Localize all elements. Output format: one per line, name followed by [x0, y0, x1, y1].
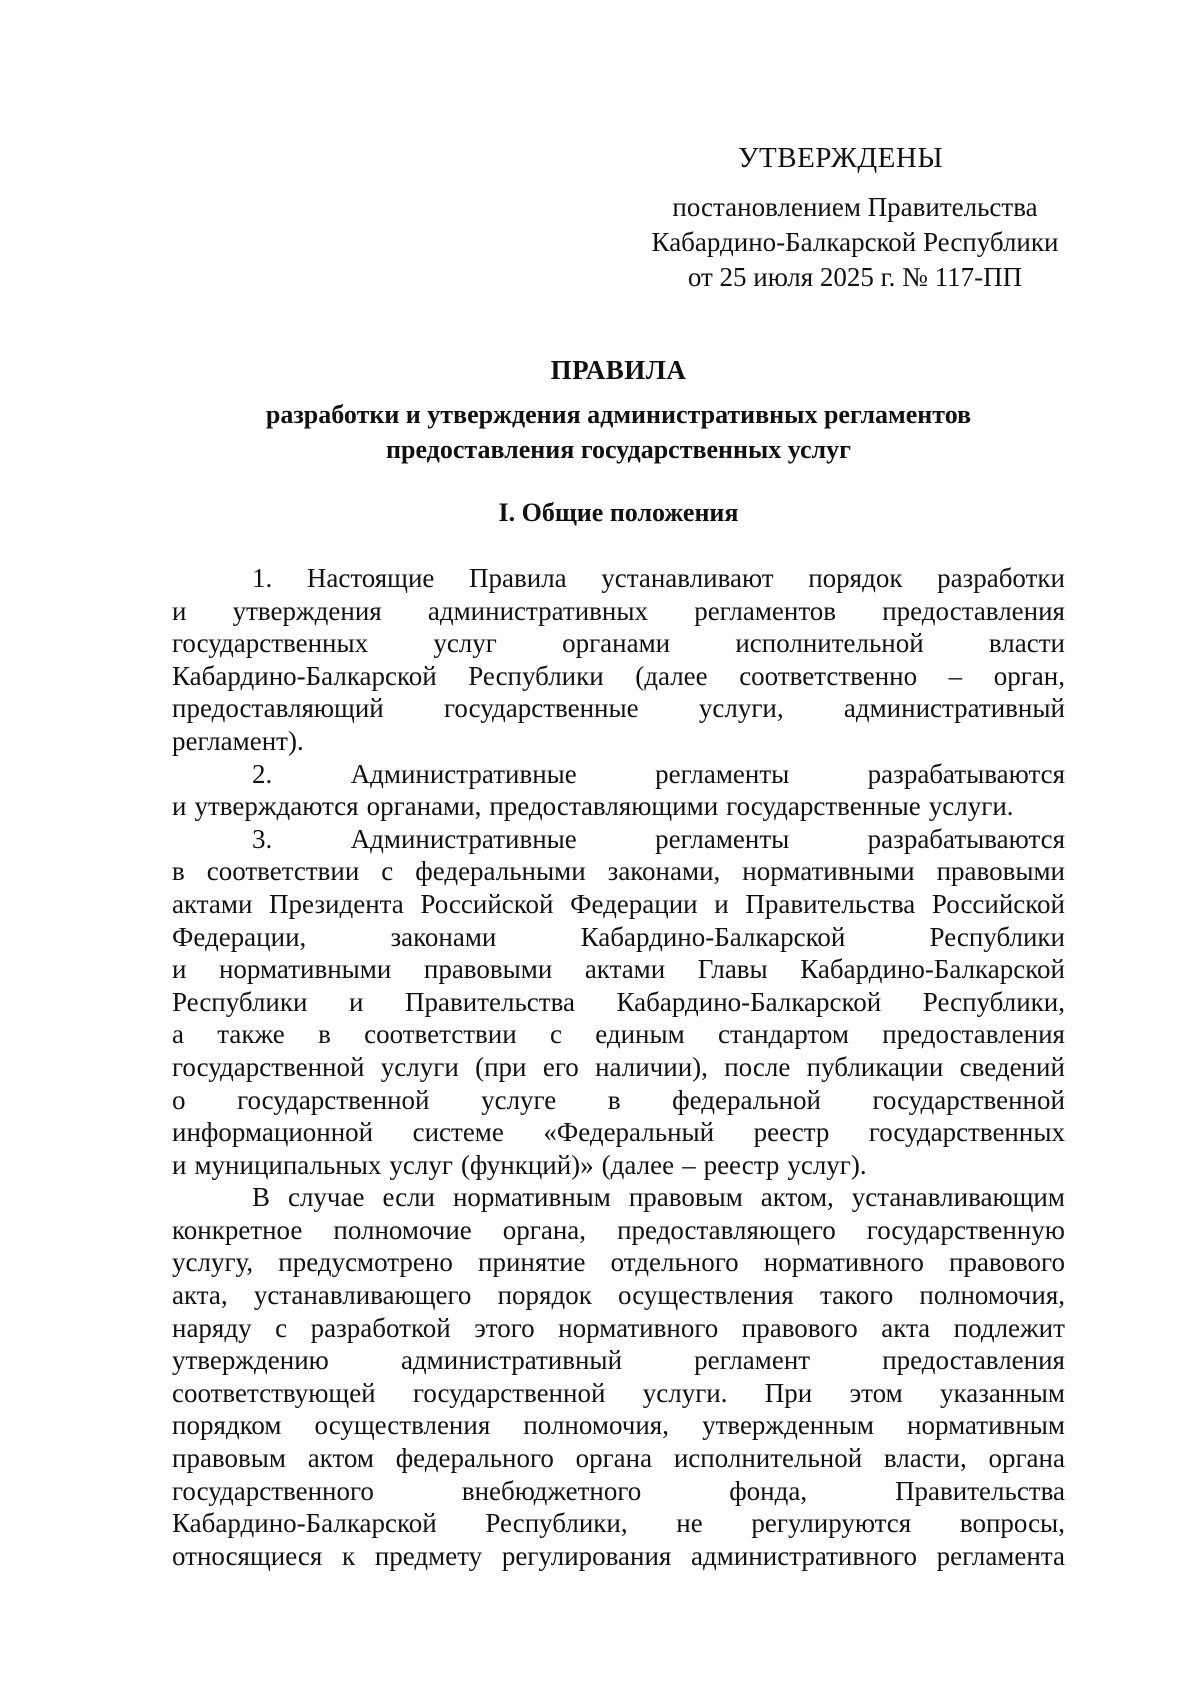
body-line [172, 986, 1065, 1019]
body-line [172, 1116, 1065, 1149]
body-word: регулирования [501, 1540, 672, 1571]
body-line [172, 1442, 1065, 1475]
body-line [172, 921, 1065, 954]
body-word: наряду [172, 1312, 252, 1343]
body-word: власти, [883, 1443, 967, 1474]
body-word: в [607, 1084, 621, 1115]
body-word: соответственно [739, 660, 918, 691]
body-line [172, 1377, 1065, 1410]
body-word: соответствии [206, 856, 360, 887]
body-word: разрабатываются [867, 758, 1065, 789]
body-word: соответствующей [172, 1377, 376, 1408]
body-word: Административные [350, 823, 577, 854]
body-word: Республики [468, 660, 604, 691]
body-word: случае [287, 1182, 365, 1213]
body-word: о [172, 1084, 186, 1115]
body-word: к [341, 1540, 356, 1571]
body-word: (далее [635, 660, 708, 691]
body-word: 3. [252, 823, 273, 854]
body-word: правовым [172, 1443, 286, 1474]
body-line [172, 1475, 1065, 1508]
body-word: орган, [993, 660, 1065, 691]
body-word: законами [390, 921, 497, 952]
body-word: и [172, 595, 187, 626]
body-line [172, 1246, 1065, 1279]
body-word: актом [307, 1443, 374, 1474]
body-line [172, 1279, 1065, 1312]
body-line [172, 562, 1065, 595]
body-word: если [382, 1182, 436, 1213]
body-word: регламент). [172, 725, 304, 756]
body-line [172, 627, 1065, 660]
body-word: Республики, [922, 986, 1065, 1017]
body-word: актами [172, 888, 253, 919]
body-word: полномочия, [919, 1280, 1065, 1311]
body-word: нормативного [763, 1247, 924, 1278]
body-word: При [764, 1377, 813, 1408]
body-word: регламент [694, 1345, 811, 1376]
body-word: государственной [872, 1084, 1065, 1115]
body-word: в [172, 856, 185, 887]
body-word: наличии), [595, 1051, 708, 1082]
body-word: услуги [380, 1051, 459, 1082]
body-word: не [676, 1508, 703, 1539]
body-word: фонда, [729, 1475, 808, 1506]
body-word: единым [595, 1019, 685, 1050]
body-word: этом [849, 1377, 903, 1408]
document-subtitle [172, 397, 1065, 467]
body-word: – [682, 1149, 696, 1180]
body-word: актом, [760, 1182, 834, 1213]
subtitle-line: разработки и утверждения административных регламентов [265, 400, 972, 429]
body-word: регламента [936, 1540, 1065, 1571]
body-word: также [217, 1019, 285, 1050]
body-word: предоставляющими [489, 791, 719, 822]
body-line [172, 790, 1065, 823]
body-word: нормативным [452, 1182, 611, 1213]
body-word: государственные [444, 693, 639, 724]
body-word: исполнительной [673, 1443, 863, 1474]
body-word: конкретное [172, 1214, 303, 1245]
body-word: Правительства [405, 986, 575, 1017]
body-word: после [724, 1051, 791, 1082]
body-line [172, 855, 1065, 888]
body-word: государственной [172, 1051, 365, 1082]
body-word: Кабардино-Балкарской [172, 1508, 437, 1539]
body-word: государственные [726, 791, 921, 822]
subtitle-line: предоставления государственных услуг [386, 435, 851, 464]
body-word: федеральной [672, 1084, 821, 1115]
body-line [172, 1507, 1065, 1540]
body-word: федеральными [415, 856, 586, 887]
body-word: 1. [252, 563, 273, 593]
body-word: органа [575, 1443, 653, 1474]
body-word: информационной [172, 1117, 374, 1148]
body-line [172, 1214, 1065, 1247]
body-line [172, 660, 1065, 693]
body-word: административного [691, 1540, 917, 1571]
body-word: государственную [866, 1214, 1065, 1245]
body-word: (далее [601, 1149, 675, 1180]
body-word: стандартом [717, 1019, 849, 1050]
body-line [172, 1409, 1065, 1442]
body-word: Правительства [895, 1475, 1065, 1506]
body-word: и [172, 791, 187, 822]
body-word: регламенты [655, 758, 790, 789]
approval-title: УТВЕРЖДЕНЫ [738, 142, 944, 174]
body-word: реестр [703, 1149, 780, 1180]
body-word: правовыми [936, 856, 1065, 887]
body-word: Кабардино-Балкарской [580, 921, 846, 952]
body-word: государственной [237, 1084, 430, 1115]
body-word: его [542, 1051, 579, 1082]
body-word: с [549, 1019, 562, 1050]
body-word: сведений [959, 1051, 1065, 1082]
body-word: предоставления [882, 595, 1065, 626]
body-word: устанавливающего [253, 1280, 472, 1311]
body-word: акта [881, 1312, 931, 1343]
approval-lines [620, 190, 1090, 295]
body-word: Российской [420, 888, 554, 919]
body-word: нормативного [558, 1312, 719, 1343]
body-word: административный [843, 693, 1065, 724]
body-word: порядок [808, 563, 903, 593]
body-line [172, 1149, 1065, 1182]
body-word: услуг [433, 628, 497, 659]
body-text [172, 562, 1065, 1572]
body-word: Кабардино-Балкарской [800, 954, 1065, 985]
body-word: Административные [350, 758, 577, 789]
body-line [172, 1084, 1065, 1117]
body-word: Кабардино-Балкарской [172, 660, 437, 691]
body-word: – [948, 660, 963, 691]
body-word: административных [427, 595, 649, 626]
body-word: утверждаются [194, 791, 359, 822]
body-word: Республики [172, 986, 308, 1017]
body-word: порядок [497, 1280, 592, 1311]
body-line [172, 758, 1065, 791]
document-title: ПРАВИЛА [550, 355, 687, 385]
body-word: устанавливают [601, 563, 774, 593]
section-heading: I. Общие положения [498, 498, 739, 527]
body-word: полномочия, [523, 1410, 669, 1441]
body-line [172, 1540, 1065, 1573]
body-word: осуществления [618, 1280, 794, 1311]
body-word: регламенты [655, 823, 790, 854]
body-word: услуги, [698, 693, 784, 724]
body-word: а [172, 1019, 184, 1050]
body-word: предусмотрено [278, 1247, 453, 1278]
body-word: правовыми [423, 954, 553, 985]
body-line [172, 1018, 1065, 1051]
body-word: Республики, [485, 1508, 628, 1539]
body-word: предоставляющий [172, 693, 384, 724]
body-word: и [714, 888, 729, 919]
body-word: отдельного [610, 1247, 739, 1278]
body-line [172, 888, 1065, 921]
body-word: соответствии [364, 1019, 517, 1050]
approval-line: от 25 июля 2025 г. № 117-ПП [687, 262, 1023, 292]
body-word: порядком [172, 1410, 282, 1441]
body-word: устанавливающим [851, 1182, 1065, 1213]
body-word: Правила [469, 563, 567, 593]
body-word: относящиеся [172, 1540, 323, 1571]
approval-line: постановлением Правительства [672, 192, 1038, 222]
body-word: органа, [502, 1214, 587, 1245]
body-word: государственных [868, 1117, 1065, 1148]
body-word: (при [475, 1051, 527, 1082]
body-line [172, 1181, 1065, 1214]
body-word: Главы [697, 954, 768, 985]
body-word: В [252, 1182, 271, 1213]
body-line [172, 1344, 1065, 1377]
body-word: государственного [172, 1475, 374, 1506]
body-word: принятие [478, 1247, 586, 1278]
body-word: разработкой [310, 1312, 451, 1343]
body-word: реестр [753, 1117, 830, 1148]
body-word: с [381, 856, 394, 887]
body-word: услуг). [787, 1149, 867, 1180]
body-word: муниципальных [194, 1149, 382, 1180]
body-word: правового [741, 1312, 858, 1343]
body-word: правового [949, 1247, 1065, 1278]
body-word: исполнительной [735, 628, 924, 659]
body-word: подлежит [953, 1312, 1065, 1343]
body-word: нормативными [742, 856, 915, 887]
body-word: услугу, [172, 1247, 254, 1278]
body-word: правовым [628, 1182, 743, 1213]
body-word: публикации [806, 1051, 944, 1082]
body-line [172, 953, 1065, 986]
body-word: этого [474, 1312, 535, 1343]
body-word: Правительства [745, 888, 916, 919]
body-line [172, 595, 1065, 628]
body-word: Настоящие [306, 563, 435, 593]
body-word: федерального [395, 1443, 554, 1474]
body-word: Президента [269, 888, 404, 919]
body-word: в [318, 1019, 331, 1050]
body-line [172, 725, 1065, 758]
body-line [172, 823, 1065, 856]
body-word: Российской [931, 888, 1065, 919]
body-word: органами, [366, 791, 482, 822]
body-word: актами [584, 954, 666, 985]
body-word: такого [819, 1280, 894, 1311]
body-word: утверждения [232, 595, 382, 626]
body-word: регламентов [694, 595, 837, 626]
body-word: указанным [940, 1377, 1065, 1408]
body-word: и [349, 986, 364, 1017]
body-word: разработки [937, 563, 1065, 593]
body-word: услуги. [642, 1377, 728, 1408]
body-word: вопросы, [959, 1508, 1065, 1539]
body-word: Федерации, [172, 921, 307, 952]
body-word: услуге [481, 1084, 557, 1115]
body-word: Республики [929, 921, 1065, 952]
body-word: с [275, 1312, 288, 1343]
body-word: предмету [374, 1540, 483, 1571]
body-word: разрабатываются [867, 823, 1065, 854]
body-word: органами [562, 628, 671, 659]
body-word: и [172, 1149, 187, 1180]
body-word: и [172, 954, 187, 985]
body-word: услуг [389, 1149, 453, 1180]
body-line [172, 1312, 1065, 1345]
body-word: внебюджетного [461, 1475, 642, 1506]
body-word: государственной [412, 1377, 606, 1408]
body-line [172, 692, 1065, 725]
body-word: государственных [172, 628, 369, 659]
body-word: акта, [172, 1280, 228, 1311]
body-word: услуги. [928, 791, 1014, 822]
body-word: регулируются [751, 1508, 912, 1539]
body-line [172, 1051, 1065, 1084]
body-word: предоставления [882, 1019, 1065, 1050]
body-word: предоставляющего [617, 1214, 836, 1245]
body-word: 2. [252, 758, 273, 789]
body-word: системе [412, 1117, 504, 1148]
body-word: полномочие [333, 1214, 472, 1245]
body-word: органа [988, 1443, 1065, 1474]
body-word: (функций)» [460, 1149, 594, 1180]
body-word: утвержденным [702, 1410, 874, 1441]
body-word: нормативным [907, 1410, 1065, 1441]
body-word: законами, [607, 856, 721, 887]
body-word: Кабардино-Балкарской [616, 986, 882, 1017]
body-word: «Федеральный [543, 1117, 715, 1148]
body-word: предоставления [882, 1345, 1065, 1376]
body-word: утверждению [172, 1345, 329, 1376]
body-word: осуществления [314, 1410, 491, 1441]
body-word: нормативными [218, 954, 392, 985]
body-word: Федерации [570, 888, 698, 919]
body-word: административный [400, 1345, 623, 1376]
approval-line: Кабардино-Балкарской Республики [651, 227, 1059, 257]
body-word: власти [988, 628, 1065, 659]
